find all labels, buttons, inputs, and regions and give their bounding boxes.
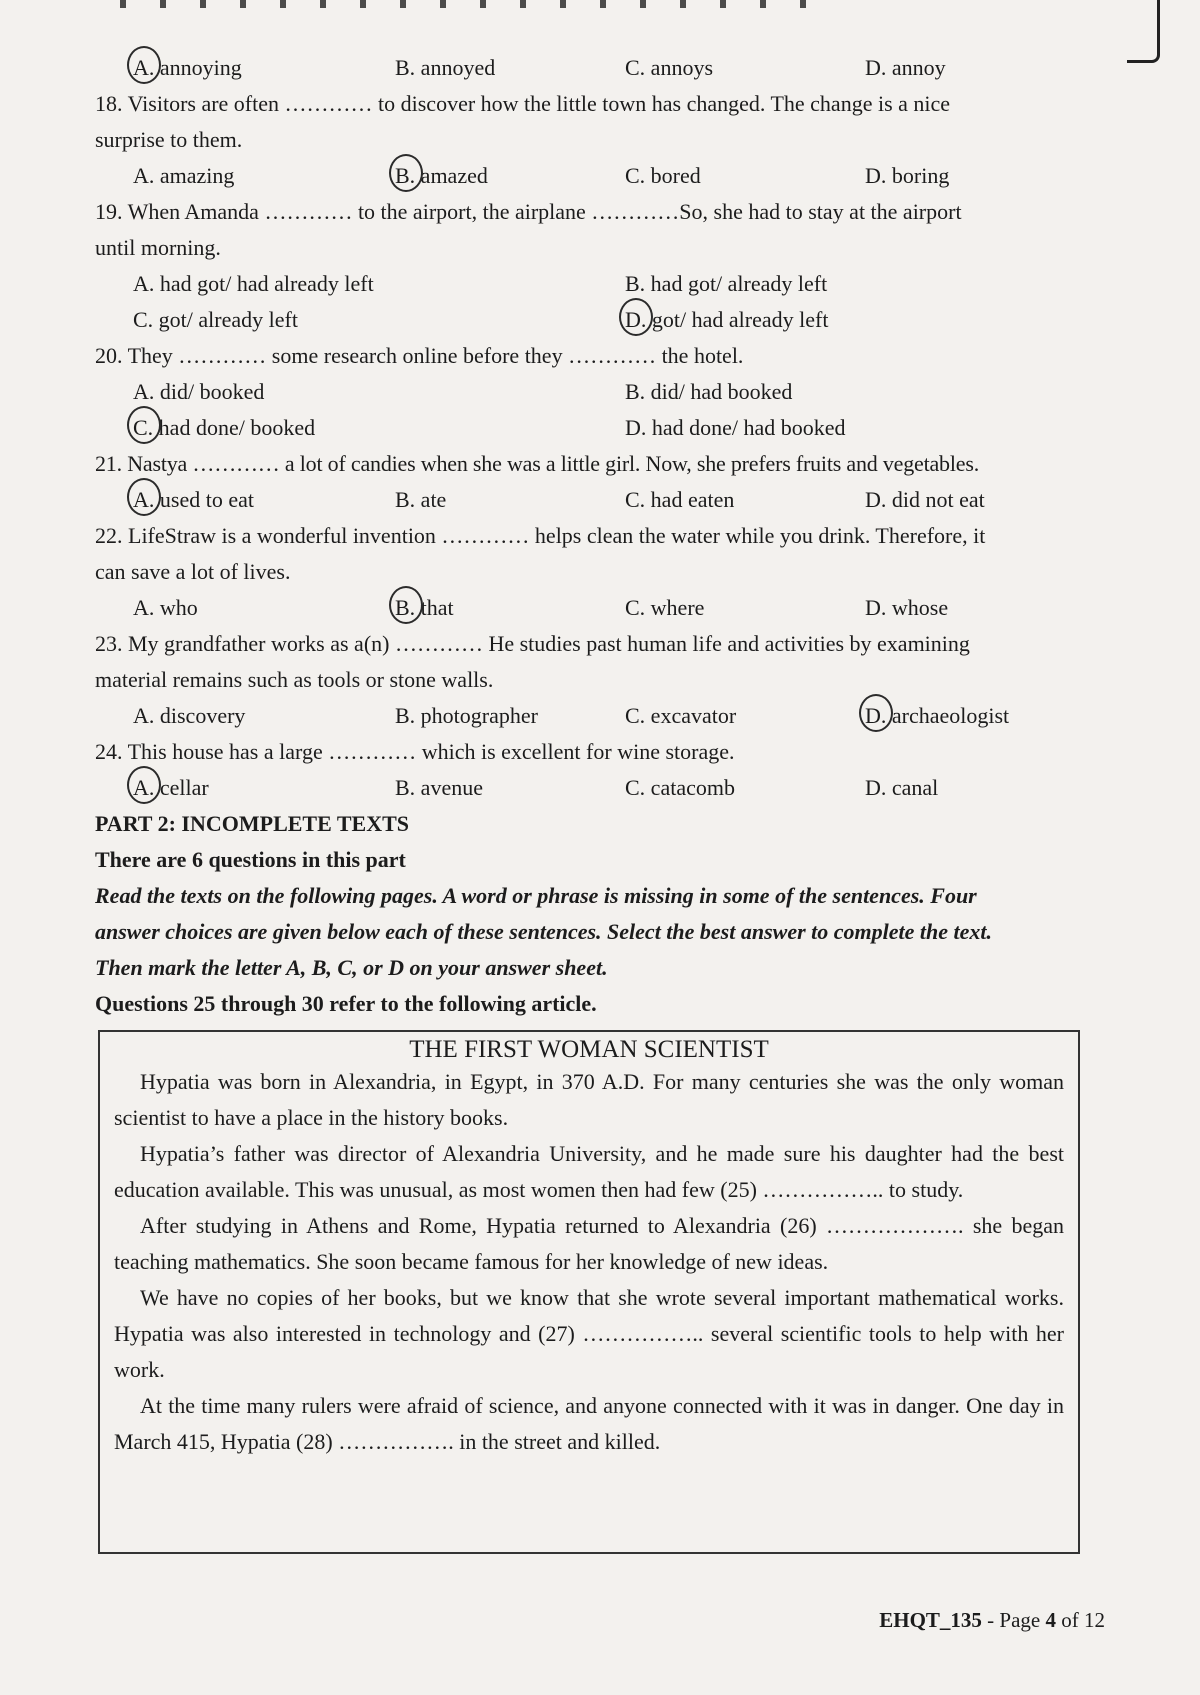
q24-option-c[interactable]: C. catacomb bbox=[625, 775, 735, 800]
q18-option-c[interactable]: C. bored bbox=[625, 163, 701, 188]
q18-option-a[interactable]: A. amazing bbox=[133, 163, 235, 188]
q19-options-row2 bbox=[95, 302, 1105, 338]
q20-options-row2 bbox=[95, 410, 1105, 446]
q18-stem: 18. Visitors are often ………… to discover how the little town has changed. The change is a nice bbox=[95, 91, 951, 116]
q23-stem-cont: material remains such as tools or stone walls. bbox=[95, 667, 494, 692]
page-footer bbox=[879, 1608, 1105, 1633]
q24-option-d[interactable]: D. canal bbox=[865, 775, 939, 800]
questions-section bbox=[95, 50, 1105, 1022]
q17-option-d[interactable]: D. annoy bbox=[865, 55, 946, 80]
q22-option-a[interactable]: A. who bbox=[133, 595, 198, 620]
q21-option-a-selected[interactable]: A. used to eat bbox=[133, 482, 254, 518]
q22-option-d[interactable]: D. whose bbox=[865, 595, 949, 620]
article-p5-text: At the time many rulers were afraid of science, and anyone connected with it was in danger. One day in March 415, Hypatia (28) ……………. in the street and killed. bbox=[114, 1393, 1064, 1454]
article-paragraph-1 bbox=[100, 1064, 1078, 1136]
part2-instruction-2: answer choices are given below each of these sentences. Select the best answer to complete the text. bbox=[95, 919, 992, 944]
q20-option-b[interactable]: B. did/ had booked bbox=[625, 379, 793, 404]
article-paragraph-3 bbox=[100, 1208, 1078, 1280]
part2-instruction-1: Read the texts on the following pages. A word or phrase is missing in some of the sentences. Four bbox=[95, 883, 977, 908]
article-title: THE FIRST WOMAN SCIENTIST bbox=[409, 1036, 769, 1063]
q23-option-c[interactable]: C. excavator bbox=[625, 703, 737, 728]
page-total: of 12 bbox=[1056, 1608, 1105, 1632]
q21-option-c[interactable]: C. had eaten bbox=[625, 487, 735, 512]
q23-stem: 23. My grandfather works as a(n) ………… He studies past human life and activities by examining bbox=[95, 631, 970, 656]
q17-option-a-selected[interactable]: A. annoying bbox=[133, 50, 242, 86]
q21-option-d[interactable]: D. did not eat bbox=[865, 487, 985, 512]
q18-option-d[interactable]: D. boring bbox=[865, 163, 950, 188]
corner-mark bbox=[1127, 0, 1160, 63]
q18-option-b-selected[interactable]: B. amazed bbox=[395, 158, 488, 194]
part2-heading: PART 2: INCOMPLETE TEXTS bbox=[95, 811, 410, 836]
q24-option-b[interactable]: B. avenue bbox=[395, 775, 483, 800]
q22-option-b-selected[interactable]: B. that bbox=[395, 590, 454, 626]
q20-option-a[interactable]: A. did/ booked bbox=[133, 379, 265, 404]
article-box bbox=[98, 1030, 1080, 1554]
part2-refer: Questions 25 through 30 refer to the following article. bbox=[95, 991, 597, 1016]
q19-option-b[interactable]: B. had got/ already left bbox=[625, 271, 828, 296]
page-number: 4 bbox=[1045, 1608, 1056, 1632]
q23-option-a[interactable]: A. discovery bbox=[133, 703, 246, 728]
part2-count: There are 6 questions in this part bbox=[95, 847, 406, 872]
q22-stem-cont: can save a lot of lives. bbox=[95, 559, 291, 584]
part2-instruction-3: Then mark the letter A, B, C, or D on your answer sheet. bbox=[95, 955, 608, 980]
q21-option-b[interactable]: B. ate bbox=[395, 487, 447, 512]
q24-options bbox=[95, 770, 1105, 806]
q23-option-d-selected[interactable]: D. archaeologist bbox=[865, 698, 1009, 734]
q22-options bbox=[95, 590, 1105, 626]
q22-option-c[interactable]: C. where bbox=[625, 595, 705, 620]
q18-options bbox=[95, 158, 1105, 194]
footer-sep: - Page bbox=[981, 1608, 1046, 1632]
q23-options bbox=[95, 698, 1105, 734]
q19-option-d-selected[interactable]: D. got/ had already left bbox=[625, 302, 828, 338]
q17-options bbox=[95, 50, 1105, 86]
q20-options-row1 bbox=[95, 374, 1105, 410]
article-p1-text: Hypatia was born in Alexandria, in Egypt, in 370 A.D. For many centuries she was the only woman scientist to have a place in the history books. bbox=[114, 1069, 1064, 1130]
article-p2-text: Hypatia’s father was director of Alexandria University, and he made sure his daughter had the best education available. This was unusual, as most women then had few (25) …………….. to study. bbox=[114, 1141, 1064, 1202]
article-p4-text: We have no copies of her books, but we know that she wrote several important mathematical works. Hypatia was also interested in technology and (27) …………….. several scientific tools to help with her work. bbox=[114, 1285, 1064, 1382]
exam-code: EHQT_135 bbox=[879, 1608, 982, 1632]
top-edge-marks bbox=[120, 0, 820, 8]
article-paragraph-5 bbox=[100, 1388, 1078, 1460]
q24-stem: 24. This house has a large ………… which is excellent for wine storage. bbox=[95, 739, 735, 764]
q19-stem-cont: until morning. bbox=[95, 235, 221, 260]
q19-option-c[interactable]: C. got/ already left bbox=[133, 307, 298, 332]
q19-options-row1 bbox=[95, 266, 1105, 302]
q20-stem: 20. They ………… some research online before they ………… the hotel. bbox=[95, 343, 744, 368]
q17-option-b[interactable]: B. annoyed bbox=[395, 55, 496, 80]
q21-options bbox=[95, 482, 1105, 518]
q24-option-a-selected[interactable]: A. cellar bbox=[133, 770, 209, 806]
article-p3-text: After studying in Athens and Rome, Hypatia returned to Alexandria (26) ………………. she began teaching mathematics. She soon became famous for her knowledge of new ideas. bbox=[114, 1213, 1064, 1274]
q20-option-d[interactable]: D. had done/ had booked bbox=[625, 415, 846, 440]
q22-stem: 22. LifeStraw is a wonderful invention ………… helps clean the water while you drink. Therefore, it bbox=[95, 523, 986, 548]
q18-stem-cont: surprise to them. bbox=[95, 127, 243, 152]
article-paragraph-4 bbox=[100, 1280, 1078, 1388]
q20-option-c-selected[interactable]: C. had done/ booked bbox=[133, 410, 315, 446]
q23-option-b[interactable]: B. photographer bbox=[395, 703, 538, 728]
article-paragraph-2 bbox=[100, 1136, 1078, 1208]
q19-option-a[interactable]: A. had got/ had already left bbox=[133, 271, 374, 296]
q21-stem: 21. Nastya ………… a lot of candies when she was a little girl. Now, she prefers fruits and vegetables. bbox=[95, 451, 979, 476]
q17-option-c[interactable]: C. annoys bbox=[625, 55, 713, 80]
q19-stem: 19. When Amanda ………… to the airport, the airplane …………So, she had to stay at the airport bbox=[95, 199, 962, 224]
